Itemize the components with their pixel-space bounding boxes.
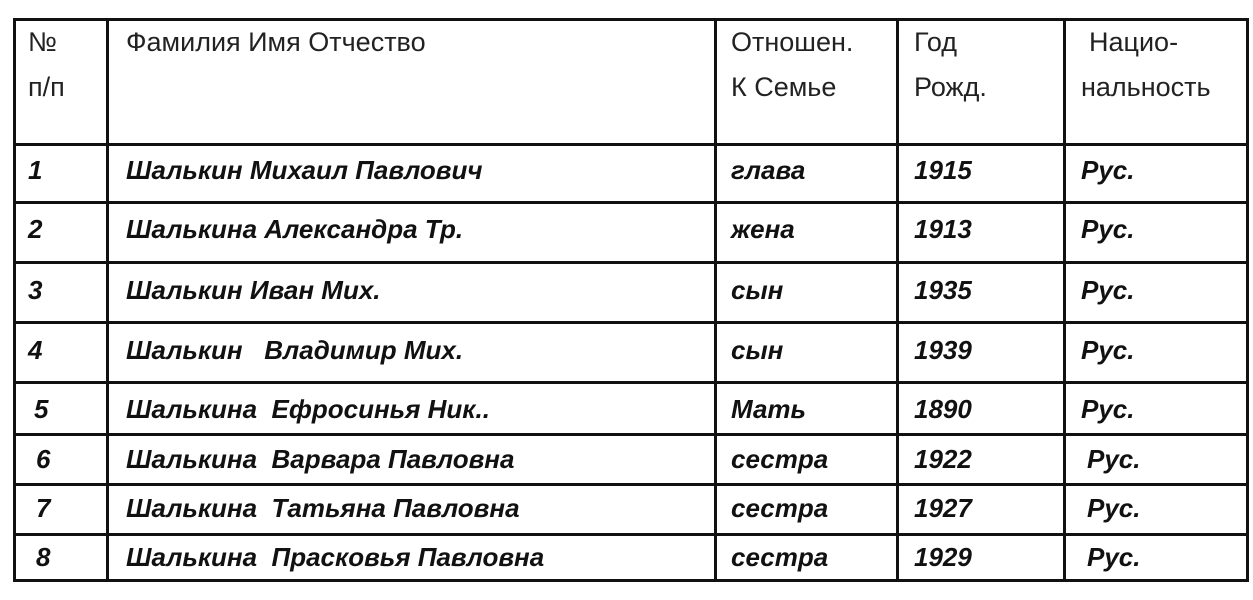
row-divider	[13, 483, 1249, 486]
header-nationality: Нацио- нальность	[1081, 27, 1211, 102]
row-divider	[13, 381, 1249, 384]
column-divider	[896, 20, 899, 582]
row-full-name: Шалькин Михаил Павлович	[126, 155, 483, 185]
row-relation: сестра	[731, 444, 829, 474]
row-nationality: Рус.	[1087, 542, 1141, 572]
row-full-name: Шалькина Ефросинья Ник..	[126, 394, 490, 424]
row-divider	[13, 321, 1249, 324]
row-relation: сын	[731, 335, 784, 365]
row-relation: глава	[731, 155, 806, 185]
column-divider	[714, 20, 717, 582]
row-full-name: Шалькина Прасковья Павловна	[126, 542, 545, 572]
table-border-left	[13, 20, 16, 582]
row-relation: сын	[731, 275, 784, 305]
row-birth-year: 1927	[914, 493, 972, 523]
row-number: 1	[28, 155, 43, 185]
header-number: № п/п	[28, 27, 65, 102]
row-birth-year: 1890	[914, 394, 972, 424]
row-nationality: Рус.	[1081, 214, 1135, 244]
row-nationality: Рус.	[1081, 155, 1135, 185]
row-number: 3	[28, 275, 43, 305]
row-full-name: Шалькин Владимир Мих.	[126, 335, 464, 365]
row-birth-year: 1929	[914, 542, 972, 572]
row-full-name: Шалькин Иван Мих.	[126, 275, 381, 305]
table-border-right	[1246, 20, 1249, 582]
row-full-name: Шалькина Варвара Павловна	[126, 444, 515, 474]
row-divider	[13, 433, 1249, 436]
row-nationality: Рус.	[1081, 394, 1135, 424]
row-number: 5	[34, 394, 49, 424]
row-birth-year: 1922	[914, 444, 972, 474]
row-birth-year: 1935	[914, 275, 972, 305]
row-number: 8	[36, 542, 51, 572]
column-divider	[106, 20, 109, 582]
row-relation: жена	[731, 214, 795, 244]
row-relation: Мать	[731, 394, 806, 424]
row-full-name: Шалькина Александра Тр.	[126, 214, 464, 244]
row-nationality: Рус.	[1087, 493, 1141, 523]
header-birth-year: Год Рожд.	[914, 27, 987, 102]
row-nationality: Рус.	[1081, 275, 1135, 305]
header-full-name: Фамилия Имя Отчество	[126, 27, 426, 57]
row-relation: сестра	[731, 542, 829, 572]
column-divider	[1063, 20, 1066, 582]
row-birth-year: 1913	[914, 214, 972, 244]
header-family-relation: Отношен. К Семье	[731, 27, 854, 102]
row-full-name: Шалькина Татьяна Павловна	[126, 493, 520, 523]
row-divider	[13, 261, 1249, 264]
row-birth-year: 1915	[914, 155, 972, 185]
row-birth-year: 1939	[914, 335, 972, 365]
row-divider	[13, 143, 1249, 146]
row-nationality: Рус.	[1081, 335, 1135, 365]
row-nationality: Рус.	[1087, 444, 1141, 474]
row-divider	[13, 533, 1249, 536]
row-number: 4	[28, 335, 43, 365]
row-number: 7	[36, 493, 51, 523]
row-divider	[13, 201, 1249, 204]
row-number: 6	[36, 444, 51, 474]
row-number: 2	[28, 214, 43, 244]
table-border-bottom	[13, 579, 1249, 582]
row-relation: сестра	[731, 493, 829, 523]
